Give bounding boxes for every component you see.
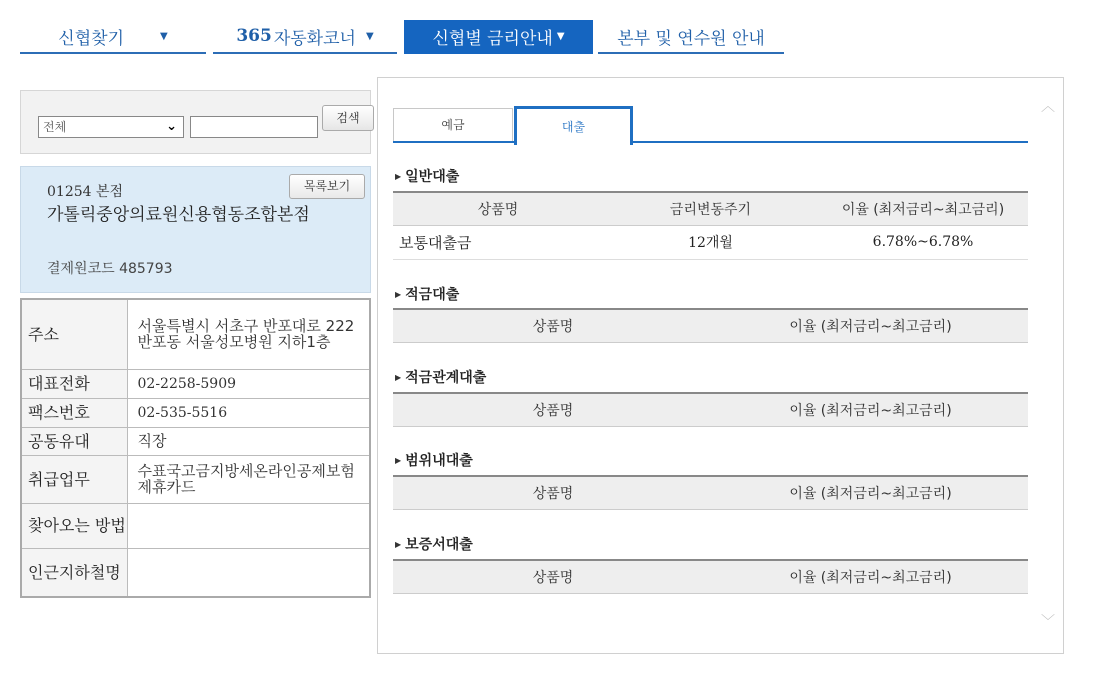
- branch-summary: [20, 166, 371, 293]
- limit-loan-table: [393, 475, 1028, 510]
- col-interest-rate: 이율 (최저금리~최고금리): [713, 309, 1028, 342]
- col-interest-rate: 이율 (최저금리~최고금리): [713, 476, 1028, 509]
- triangle-bullet-icon: ▶: [395, 540, 402, 549]
- col-product-name: 상품명: [393, 393, 713, 426]
- nav-find-credit-union[interactable]: [20, 20, 206, 54]
- nav-atm-corner[interactable]: [213, 20, 397, 54]
- search-panel: [20, 90, 371, 154]
- product-name: 보통대출금: [393, 225, 603, 259]
- table-header-row: [393, 393, 1028, 426]
- region-select-value: 전체: [43, 120, 67, 134]
- section-title-savings-loan: [395, 284, 459, 304]
- directions-value: [127, 503, 370, 548]
- table-row: [21, 369, 370, 398]
- table-row: [21, 455, 370, 503]
- common-bond-value: 직장: [127, 427, 370, 455]
- nav-find-credit-union-label: 신협찾기: [58, 28, 124, 49]
- section-savings-related-loan-label: 적금관계대출: [405, 370, 487, 386]
- table-row: [21, 427, 370, 455]
- caret-down-icon: ▼: [556, 30, 565, 42]
- branch-info-table: [20, 298, 371, 598]
- nav-headquarters-info[interactable]: [598, 20, 784, 54]
- search-button[interactable]: 검색: [322, 105, 374, 131]
- phone-value: 02-2258-5909: [127, 369, 370, 398]
- address-label: 주소: [21, 299, 127, 369]
- section-title-savings-related-loan: [395, 367, 486, 387]
- business-label: 취급업무: [21, 455, 127, 503]
- common-bond-label: 공동유대: [21, 427, 127, 455]
- table-header-row: [393, 476, 1028, 509]
- tab-deposit[interactable]: 예금: [393, 108, 513, 141]
- col-product-name: 상품명: [393, 309, 713, 342]
- savings-related-loan-table: [393, 392, 1028, 427]
- section-title-guarantee-loan: [395, 534, 473, 554]
- col-interest-rate: 이율 (최저금리~최고금리): [713, 393, 1028, 426]
- chevron-down-icon: ▼: [160, 30, 168, 42]
- table-header-row: [393, 560, 1028, 593]
- col-interest-rate: 이율 (최저금리~최고금리): [713, 560, 1028, 593]
- table-row: [21, 398, 370, 427]
- region-select[interactable]: [38, 116, 184, 138]
- rate-change-period: 12개월: [603, 225, 818, 259]
- general-loan-table: [393, 191, 1028, 260]
- fax-label: 팩스번호: [21, 398, 127, 427]
- nav-interest-rate-info-label: 신협별 금리안내: [432, 28, 553, 49]
- table-row: [21, 503, 370, 548]
- triangle-bullet-icon: ▶: [395, 172, 402, 181]
- nav-interest-rate-info[interactable]: [404, 20, 593, 54]
- col-product-name: 상품명: [393, 476, 713, 509]
- section-savings-loan-label: 적금대출: [405, 287, 460, 303]
- table-row: [393, 225, 1028, 259]
- scroll-up-icon[interactable]: ︿: [1041, 99, 1055, 115]
- table-header-row: [393, 309, 1028, 342]
- col-product-name: 상품명: [393, 560, 713, 593]
- table-header-row: [393, 192, 1028, 225]
- section-limit-loan-label: 범위내대출: [405, 453, 473, 469]
- triangle-bullet-icon: ▶: [395, 373, 402, 382]
- subway-label: 인근지하철명: [21, 548, 127, 597]
- guarantee-loan-table: [393, 559, 1028, 594]
- triangle-bullet-icon: ▶: [395, 290, 402, 299]
- search-input[interactable]: [190, 116, 318, 138]
- chevron-down-icon: ⌄: [166, 119, 177, 134]
- chevron-down-icon: ▼: [365, 30, 374, 42]
- col-interest-rate: 이율 (최저금리~최고금리): [818, 192, 1028, 225]
- branch-name: 가톨릭중앙의료원신용협동조합본점: [47, 205, 310, 225]
- fax-value: 02-535-5516: [127, 398, 370, 427]
- rate-panel[interactable]: [377, 77, 1064, 654]
- top-navigation: [0, 0, 1097, 60]
- section-title-general-loan: [395, 166, 459, 186]
- table-row: [21, 299, 370, 369]
- savings-loan-table: [393, 308, 1028, 343]
- col-rate-change-period: 금리변동주기: [603, 192, 818, 225]
- business-value: 수표국고금지방세온라인공제보험제휴카드: [127, 455, 370, 503]
- nav-atm-corner-label: 자동화코너: [273, 28, 356, 49]
- product-tabs: [393, 106, 1028, 143]
- section-guarantee-loan-label: 보증서대출: [405, 537, 473, 553]
- branch-code: 01254 본점: [47, 184, 124, 200]
- subway-value: [127, 548, 370, 597]
- section-title-limit-loan: [395, 450, 473, 470]
- branch-account-code: 결제원코드 485793: [47, 261, 173, 277]
- address-value: 서울특별시 서초구 반포대로 222 반포동 서울성모병원 지하1층: [127, 299, 370, 369]
- scroll-down-icon[interactable]: ﹀: [1041, 614, 1055, 630]
- list-view-button[interactable]: 목록보기: [289, 174, 365, 199]
- nav-headquarters-info-label: 본부 및 연수원 안내: [617, 28, 765, 49]
- triangle-bullet-icon: ▶: [395, 456, 402, 465]
- tab-loan[interactable]: 대출: [514, 106, 633, 145]
- section-general-loan-label: 일반대출: [405, 169, 460, 185]
- phone-label: 대표전화: [21, 369, 127, 398]
- nav-atm-corner-number: 365: [236, 26, 272, 46]
- col-product-name: 상품명: [393, 192, 603, 225]
- directions-label: 찾아오는 방법: [21, 503, 127, 548]
- table-row: [21, 548, 370, 597]
- interest-rate: 6.78%~6.78%: [818, 225, 1028, 259]
